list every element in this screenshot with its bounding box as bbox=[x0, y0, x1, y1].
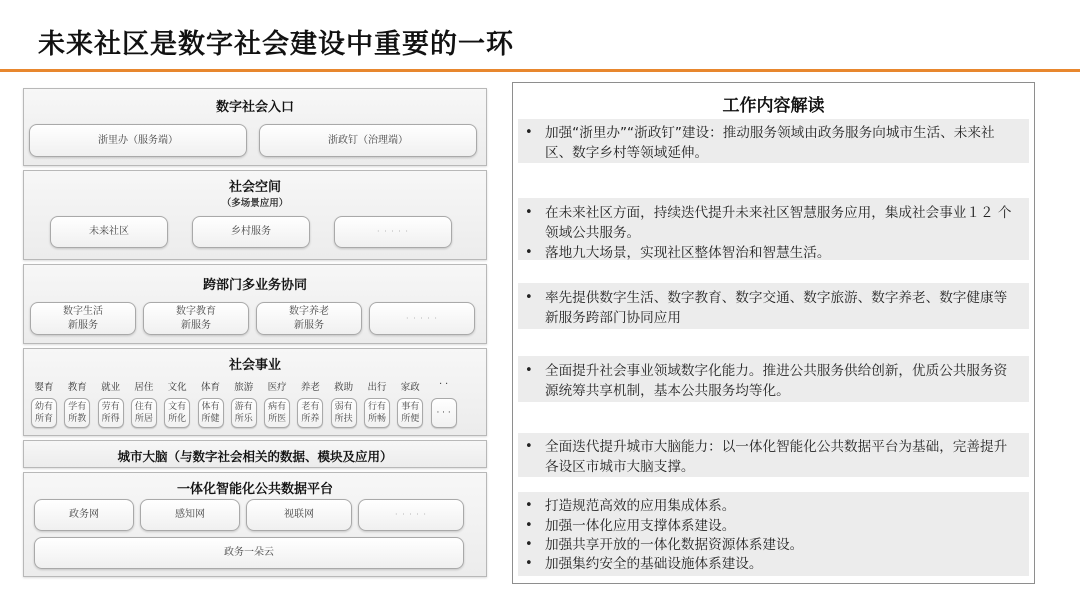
layer-cross-department bbox=[23, 264, 487, 344]
pill-digital-life: 数字生活 新服务 bbox=[30, 302, 136, 335]
bullet-text: 加强集约安全的基础设施体系建设。 bbox=[545, 556, 763, 572]
career-goal-card: 体有 所健 bbox=[198, 398, 224, 428]
bullet-text: 加强一体化应用支撑体系建设。 bbox=[545, 518, 736, 534]
career-category-label: 体育 bbox=[200, 382, 220, 393]
career-goal-card: 行有 所畅 bbox=[364, 398, 390, 428]
pill-more: · · · · · bbox=[334, 216, 452, 248]
bullet-text: 全面迭代提升城市大脑能力：以一体化智能化公共数据平台为基础，完善提升各设区市城市大脑支撑。 bbox=[545, 439, 1008, 475]
bullet-item bbox=[521, 437, 1019, 477]
bullet-dot-icon: • bbox=[525, 518, 533, 533]
bullet-dot-icon: • bbox=[525, 245, 533, 260]
interpretation-panel bbox=[512, 82, 1035, 584]
career-goal-card: 住有 所居 bbox=[131, 398, 157, 428]
bullet-text: 落地九大场景，实现社区整体智治和智慧生活。 bbox=[545, 245, 831, 261]
bullet-dot-icon: • bbox=[525, 290, 533, 305]
pill-future-community: 未来社区 bbox=[50, 216, 168, 248]
career-goal-card: 学有 所教 bbox=[64, 398, 90, 428]
pill-government-network: 政务网 bbox=[34, 499, 134, 531]
pill-more: · · · · · bbox=[369, 302, 475, 335]
panel-title: 工作内容解读 bbox=[722, 96, 825, 116]
bullet-text: 率先提供数字生活、数字教育、数字交通、数字旅游、数字养老、数字健康等新服务跨部门协同应用 bbox=[545, 290, 1008, 326]
bullet-item bbox=[521, 361, 1019, 401]
bullet-item bbox=[521, 203, 1019, 243]
layer-social-career bbox=[23, 348, 487, 436]
layer-title: 社会事业 bbox=[228, 358, 281, 373]
layer-data-platform bbox=[23, 472, 487, 577]
bullet-dot-icon: • bbox=[525, 439, 533, 454]
bullet-item bbox=[521, 554, 1019, 574]
bullet-text: 加强共享开放的一体化数据资源体系建设。 bbox=[545, 537, 804, 553]
career-category-label: 出行 bbox=[367, 382, 387, 393]
layer-title: 城市大脑（与数字社会相关的数据、模块及应用） bbox=[117, 449, 393, 464]
bullet-dot-icon: • bbox=[525, 556, 533, 571]
layer-title: 一体化智能化公共数据平台 bbox=[176, 482, 333, 497]
career-category-label: 婴育 bbox=[34, 382, 54, 393]
layer-digital-entry bbox=[23, 88, 487, 166]
bullet-dot-icon: • bbox=[525, 363, 533, 378]
bullet-dot-icon: • bbox=[525, 125, 533, 140]
career-goal-card: · · · bbox=[431, 398, 457, 428]
pill-government-cloud: 政务一朵云 bbox=[34, 537, 464, 569]
bullet-item bbox=[521, 535, 1019, 555]
layer-title: 数字社会入口 bbox=[215, 100, 294, 115]
bullet-dot-icon: • bbox=[525, 205, 533, 220]
career-category-label: 旅游 bbox=[234, 382, 254, 393]
pill-digital-education: 数字教育 新服务 bbox=[143, 302, 249, 335]
title-divider bbox=[0, 69, 1080, 72]
career-goal-card: 幼有 所育 bbox=[31, 398, 57, 428]
pill-zheliban: 浙里办（服务端） bbox=[29, 124, 247, 157]
bullet-text: 在未来社区方面，持续迭代提升未来社区智慧服务应用，集成社会事业１２ 个领域公共服务。 bbox=[545, 205, 1012, 241]
career-category-label: 家政 bbox=[400, 382, 420, 393]
career-goal-card: 游有 所乐 bbox=[231, 398, 257, 428]
pill-zhezhengding: 浙政钉（治理端） bbox=[259, 124, 477, 157]
bullet-item bbox=[521, 243, 1019, 263]
architecture-diagram bbox=[23, 88, 487, 578]
bullet-text: 打造规范高效的应用集成体系。 bbox=[545, 498, 736, 514]
page-title: 未来社区是数字社会建设中重要的一环 bbox=[38, 29, 514, 60]
pill-video-network: 视联网 bbox=[246, 499, 352, 531]
layer-city-brain bbox=[23, 440, 487, 468]
pill-rural-service: 乡村服务 bbox=[192, 216, 310, 248]
career-goal-card: 文有 所化 bbox=[164, 398, 190, 428]
career-category-label: 救助 bbox=[334, 382, 354, 393]
career-category-label: 居住 bbox=[134, 382, 154, 393]
career-goal-card: 弱有 所扶 bbox=[331, 398, 357, 428]
career-category-label: · · bbox=[439, 379, 449, 390]
layer-title: 跨部门多业务协同 bbox=[202, 278, 307, 293]
career-category-label: 教育 bbox=[67, 382, 87, 393]
career-category-label: 文化 bbox=[167, 382, 187, 393]
career-goal-card: 事有 所便 bbox=[397, 398, 423, 428]
bullet-text: 全面提升社会事业领域数字化能力。推进公共服务供给创新，优质公共服务资源统筹共享机制，基本公共服务均等化。 bbox=[545, 363, 1008, 399]
layer-social-space bbox=[23, 170, 487, 260]
career-category-label: 就业 bbox=[101, 382, 121, 393]
career-goal-card: 病有 所医 bbox=[264, 398, 290, 428]
pill-sensing-network: 感知网 bbox=[140, 499, 240, 531]
pill-digital-elderly-care: 数字养老 新服务 bbox=[256, 302, 362, 335]
bullet-text: 加强“浙里办”“浙政钉”建设：推动服务领域由政务服务向城市生活、未来社区、数字乡村等领域延伸。 bbox=[545, 125, 995, 161]
bullet-item bbox=[521, 516, 1019, 536]
bullet-item bbox=[521, 288, 1019, 328]
bullet-dot-icon: • bbox=[525, 498, 533, 513]
career-goal-card: 劳有 所得 bbox=[98, 398, 124, 428]
bullet-item bbox=[521, 496, 1019, 516]
bullet-item bbox=[521, 123, 1019, 163]
career-goal-card: 老有 所养 bbox=[297, 398, 323, 428]
layer-title: 社会空间 bbox=[228, 180, 281, 195]
bullet-dot-icon: • bbox=[525, 537, 533, 552]
career-category-label: 养老 bbox=[300, 382, 320, 393]
pill-more: · · · · · bbox=[358, 499, 464, 531]
career-category-label: 医疗 bbox=[267, 382, 287, 393]
layer-subtitle: （多场景应用） bbox=[221, 198, 289, 209]
